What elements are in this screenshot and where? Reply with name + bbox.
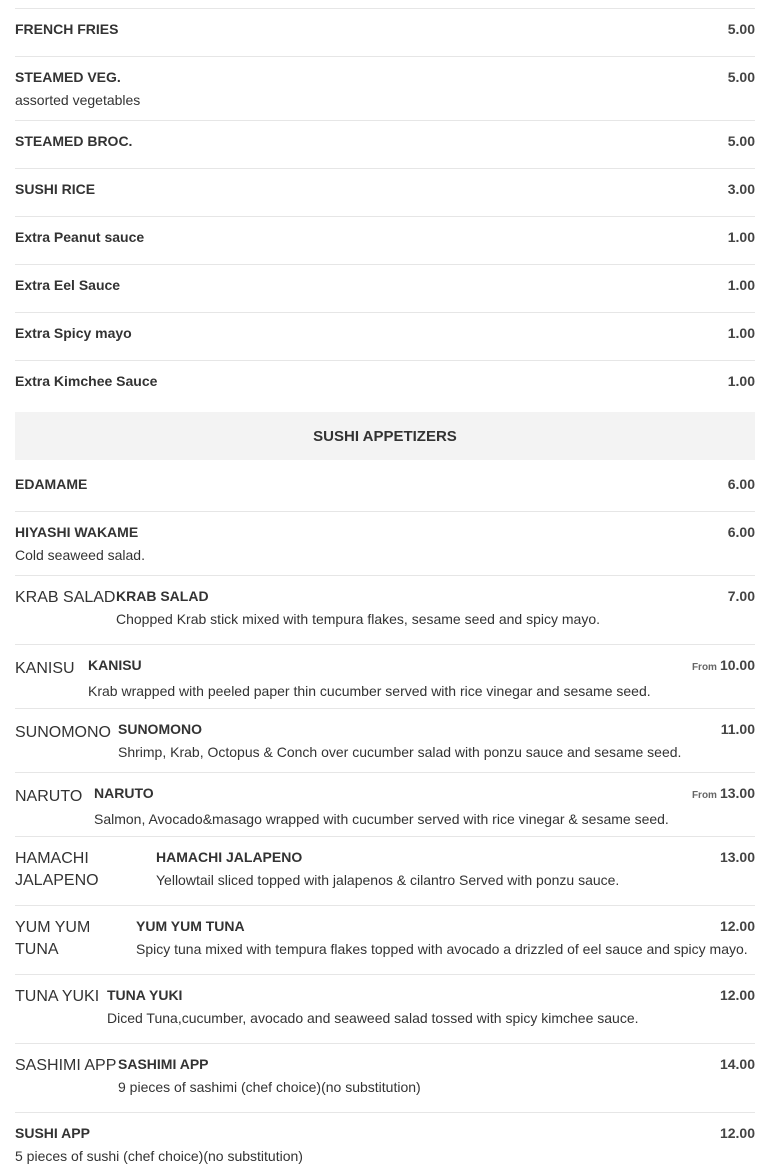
item-name: NARUTO [94,785,154,801]
item-name: Extra Peanut sauce [15,229,145,245]
menu-item[interactable] [15,523,755,576]
item-price: 11.00 [720,721,755,737]
menu-item[interactable] [15,587,755,645]
from-label: From [691,790,717,801]
item-name: STEAMED BROC. [15,133,133,149]
menu-item[interactable] [15,372,755,408]
item-price: 13.00 [719,849,755,865]
item-description: Krab wrapped with peeled paper thin cucumber served with rice vinegar and sesame seed. [88,683,651,699]
menu-item[interactable] [15,784,755,837]
item-price: 12.00 [719,1125,755,1141]
item-name: Extra Spicy mayo [15,325,132,341]
item-description: Chopped Krab stick mixed with tempura flakes, sesame seed and spicy mayo. [116,611,601,627]
item-description: 5 pieces of sushi (chef choice)(no substitution) [15,1148,303,1164]
menu-item[interactable] [15,180,755,217]
menu-item[interactable] [15,656,755,709]
item-description: Spicy tuna mixed with tempura flakes topped with avocado a drizzled of eel sauce and spicy mayo. [136,941,748,957]
menu-item[interactable] [15,20,755,57]
item-description: 9 pieces of sashimi (chef choice)(no substitution) [118,1079,421,1095]
item-image[interactable]: TUNA YUKI [15,988,100,1005]
item-name: YUM YUM TUNA [136,918,245,934]
item-description: Yellowtail sliced topped with jalapenos & cilantro Served with ponzu sauce. [156,872,620,888]
menu-item[interactable] [15,986,755,1044]
section-header: SUSHI APPETIZERS [15,412,755,460]
item-price: 12.00 [719,918,755,934]
item-price: 5.00 [727,21,755,37]
menu-item[interactable] [15,848,755,906]
menu-item[interactable] [15,1055,755,1113]
item-image[interactable]: SASHIMI APP [15,1057,117,1074]
item-description: Diced Tuna,cucumber, avocado and seaweed salad tossed with spicy kimchee sauce. [107,1010,639,1026]
item-image[interactable]: NARUTO [15,788,83,805]
menu-item[interactable] [15,475,755,512]
item-price: 1.00 [727,229,755,245]
item-price: 1.00 [727,373,755,389]
menu-item[interactable] [15,228,755,265]
item-price: 3.00 [727,181,755,197]
item-name: EDAMAME [15,476,88,492]
item-name: SUSHI RICE [15,181,96,197]
item-name: HIYASHI WAKAME [15,524,139,540]
item-price: 6.00 [727,524,755,540]
item-name: Extra Eel Sauce [15,277,121,293]
item-name: KRAB SALAD [116,588,209,604]
menu-item[interactable] [15,1124,755,1174]
item-name: Extra Kimchee Sauce [15,373,158,389]
item-price: 10.00 [719,657,755,673]
item-image[interactable]: YUM YUM TUNA [15,919,91,958]
item-image[interactable]: SUNOMONO [15,724,111,741]
menu-item[interactable] [15,720,755,773]
item-image[interactable]: KANISU [15,660,75,677]
item-price: 1.00 [727,277,755,293]
item-price: 1.00 [727,325,755,341]
divider [15,8,755,9]
item-name: HAMACHI JALAPENO [156,849,303,865]
item-image[interactable]: KRAB SALAD [15,589,116,606]
item-name: SUNOMONO [118,721,202,737]
item-name: TUNA YUKI [107,987,183,1003]
from-label: From [691,662,717,673]
menu-item[interactable] [15,917,755,975]
item-price: 7.00 [727,588,755,604]
menu-item[interactable] [15,132,755,169]
item-description: Shrimp, Krab, Octopus & Conch over cucumber salad with ponzu sauce and sesame seed. [118,744,682,760]
menu-item[interactable] [15,68,755,121]
item-name: SUSHI APP [15,1125,90,1141]
item-description: Salmon, Avocado&masago wrapped with cucumber served with rice vinegar & sesame seed. [94,811,669,827]
item-price: 14.00 [719,1056,755,1072]
item-price: 5.00 [727,69,755,85]
item-price: 5.00 [727,133,755,149]
item-name: KANISU [88,657,142,673]
menu-item[interactable] [15,276,755,313]
item-name: FRENCH FRIES [15,21,119,37]
item-image[interactable]: HAMACHI JALAPENO [15,850,99,889]
item-description: assorted vegetables [15,92,141,108]
item-description: Cold seaweed salad. [15,547,145,563]
item-name: SASHIMI APP [118,1056,209,1072]
item-name: STEAMED VEG. [15,69,121,85]
item-price: 6.00 [727,476,755,492]
item-price: 13.00 [719,785,755,801]
menu-item[interactable] [15,324,755,361]
item-price: 12.00 [719,987,755,1003]
